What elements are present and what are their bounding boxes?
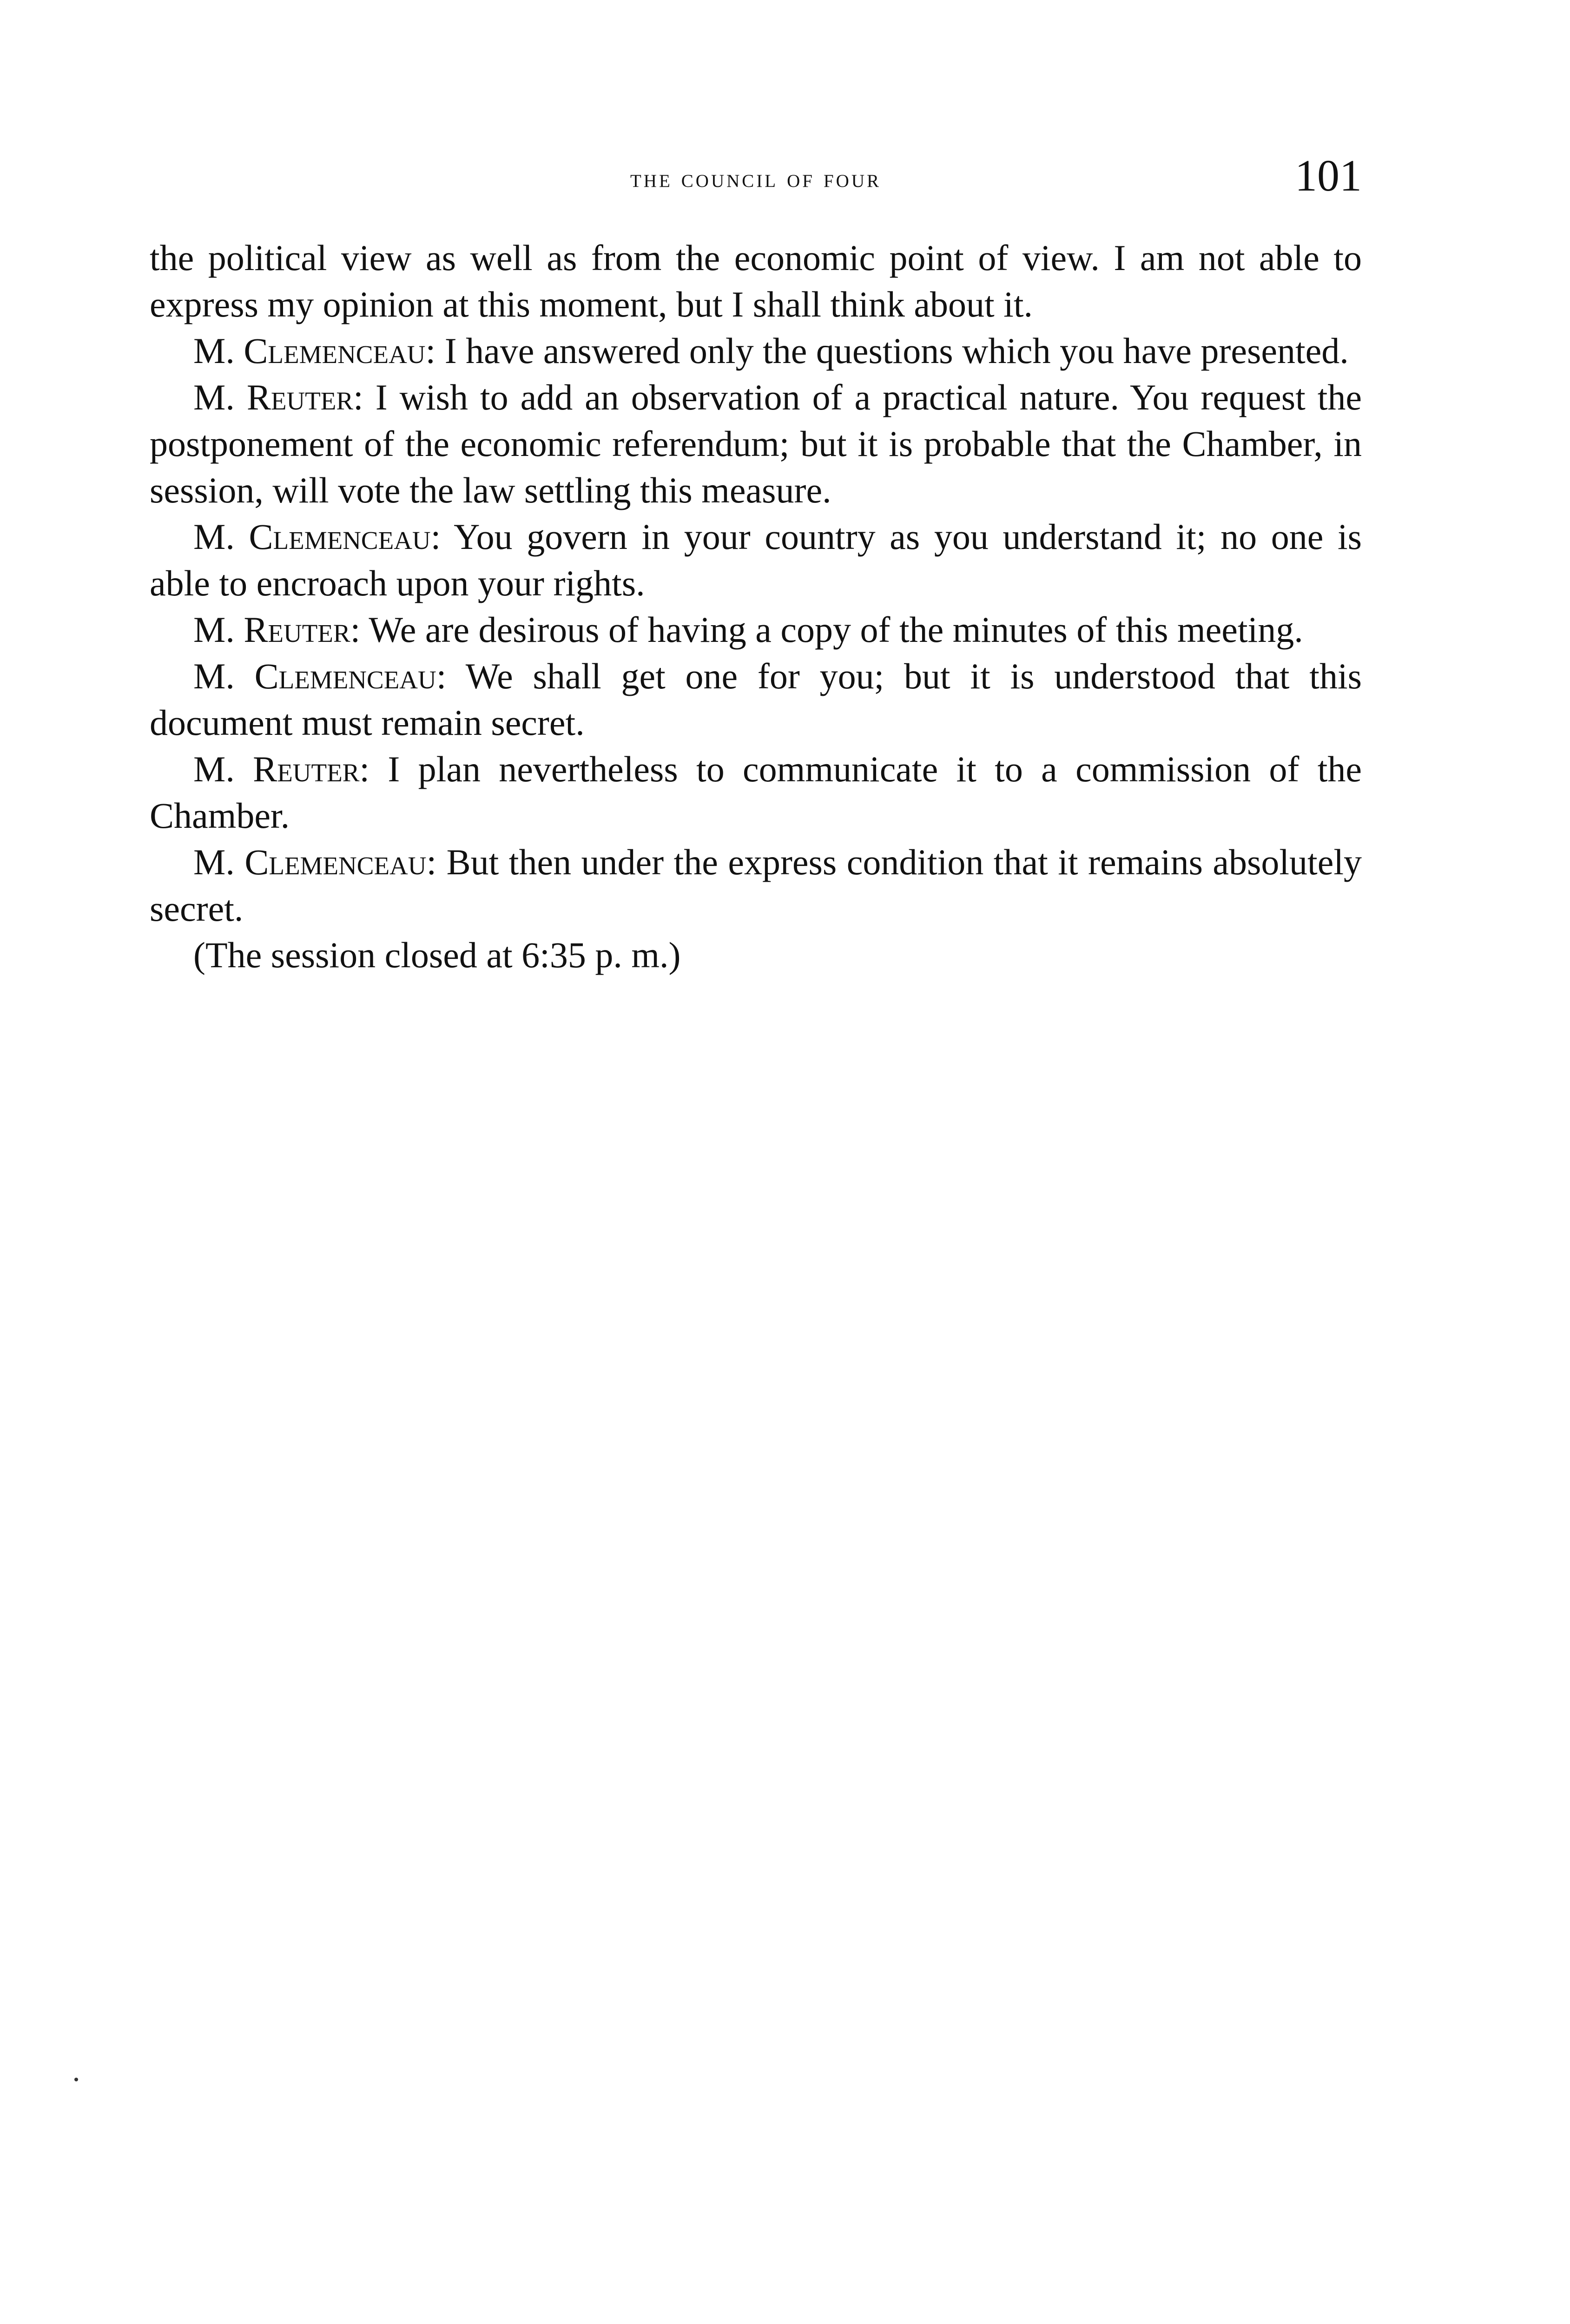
dialogue-paragraph bbox=[150, 328, 1362, 374]
dialogue-paragraph bbox=[150, 607, 1362, 653]
closing-note: (The session closed at 6:35 p. m.) bbox=[193, 935, 681, 975]
body-text bbox=[150, 235, 1362, 978]
speaker-name: Clemenceau bbox=[244, 842, 427, 882]
speaker-colon: : bbox=[353, 377, 376, 417]
speaker-prefix: M. bbox=[193, 516, 249, 557]
speaker-colon: : bbox=[426, 842, 447, 882]
running-head bbox=[150, 153, 1362, 205]
speaker-name: Reuter bbox=[253, 749, 360, 789]
dialogue-paragraph bbox=[150, 839, 1362, 932]
speaker-colon: : bbox=[430, 516, 454, 557]
speaker-colon: : bbox=[350, 609, 369, 650]
speaker-colon: : bbox=[425, 330, 445, 371]
speaker-prefix: M. bbox=[193, 842, 245, 882]
page-number: 101 bbox=[1295, 151, 1362, 200]
speaker-prefix: M. bbox=[193, 609, 244, 650]
running-title: the council of four bbox=[630, 164, 882, 193]
speaker-name: Clemenceau bbox=[244, 330, 426, 371]
dialogue-paragraph bbox=[150, 746, 1362, 839]
dialogue-text: We are desirous of having a copy of the minutes of this meeting. bbox=[369, 609, 1303, 650]
dialogue-paragraph bbox=[150, 374, 1362, 514]
dialogue-text: I wish to add an observation of a practical nature. You request the postponement of the economic referendum; but it is probable that the Chamber, in session, will vote the law settling this measure. bbox=[150, 377, 1362, 510]
speaker-prefix: M. bbox=[193, 377, 247, 417]
dialogue-text: We shall get one for you; but it is understood that this document must remain secret. bbox=[150, 656, 1362, 743]
speaker-name: Reuter bbox=[246, 377, 354, 417]
speaker-prefix: M. bbox=[193, 330, 244, 371]
speaker-colon: : bbox=[436, 656, 466, 696]
dialogue-text: You govern in your country as you understand it; no one is able to encroach upon your rights. bbox=[150, 516, 1362, 603]
speaker-colon: : bbox=[359, 749, 388, 789]
speaker-prefix: M. bbox=[193, 749, 253, 789]
dialogue-paragraph bbox=[150, 653, 1362, 746]
speaker-name: Clemenceau bbox=[249, 516, 431, 557]
dialogue-text: I plan nevertheless to communicate it to a commission of the Chamber. bbox=[150, 749, 1362, 836]
speaker-prefix: M. bbox=[193, 656, 255, 696]
dialogue-paragraph bbox=[150, 514, 1362, 607]
speaker-name: Reuter bbox=[244, 609, 350, 650]
ink-speck bbox=[74, 2078, 78, 2081]
opening-paragraph: the political view as well as from the economic point of view. I am not able to express my opinion at this moment, but I shall think about it. bbox=[150, 238, 1362, 324]
dialogue-text: But then under the express condition that it remains absolutely secret. bbox=[150, 842, 1362, 929]
speaker-name: Clemenceau bbox=[254, 656, 436, 696]
dialogue-text: I have answered only the questions which you have presented. bbox=[444, 330, 1349, 371]
